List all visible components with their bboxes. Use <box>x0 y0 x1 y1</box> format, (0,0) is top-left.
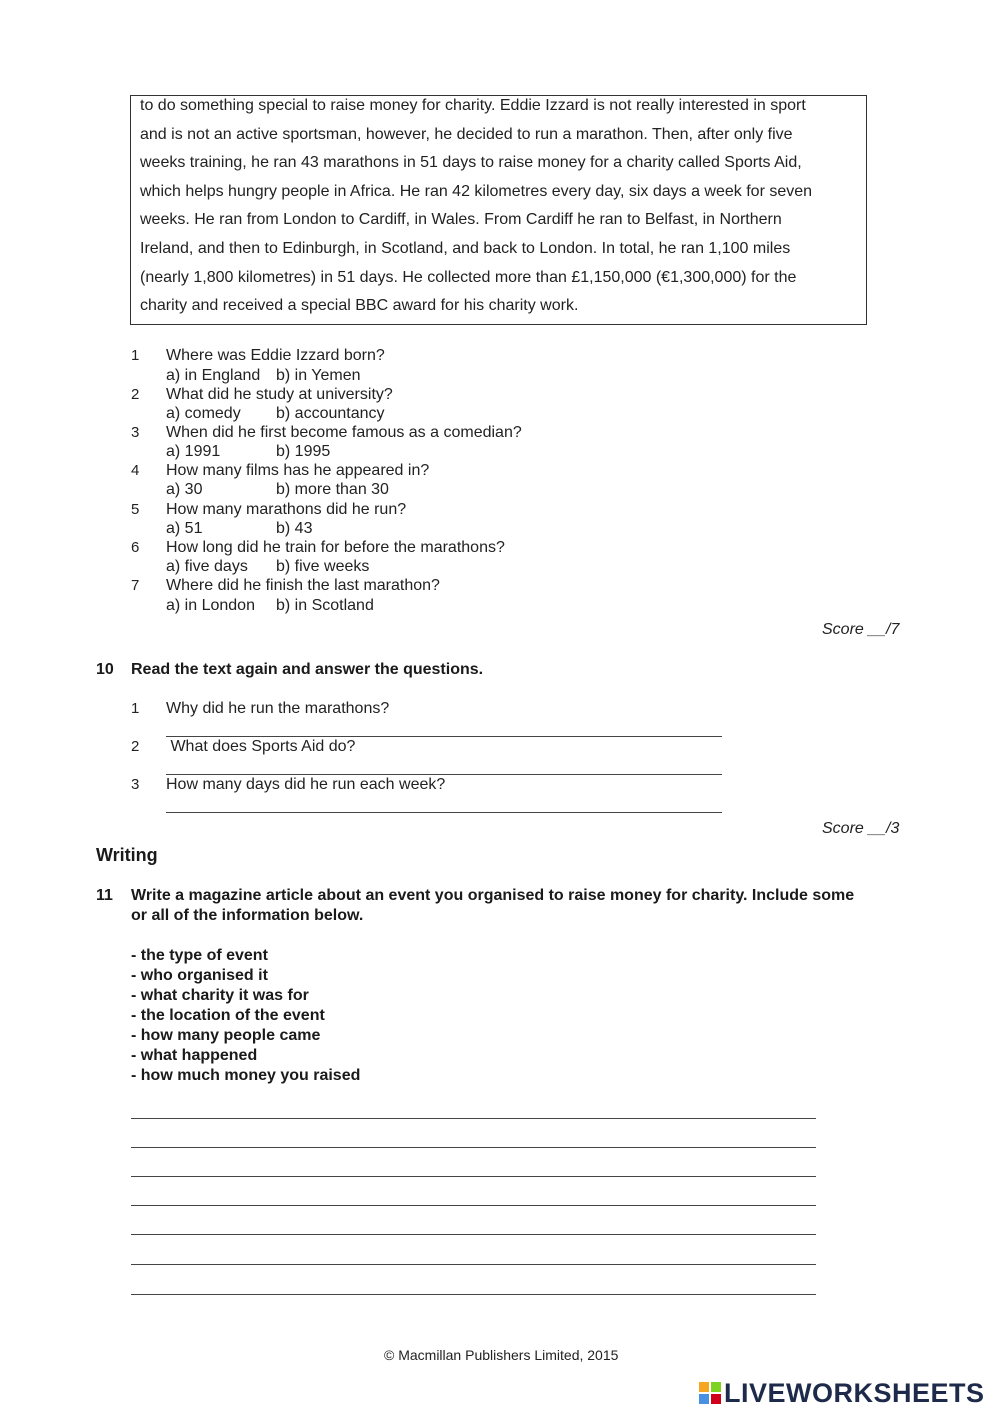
answer-line[interactable] <box>166 812 722 813</box>
question-number: 5 <box>131 501 140 518</box>
bullet-item: - the type of event <box>131 947 268 964</box>
question-text: How many films has he appeared in? <box>166 462 430 479</box>
liveworksheets-logo-icon <box>698 1381 722 1407</box>
liveworksheets-logo-text: LIVEWORKSHEETS <box>724 1378 985 1408</box>
question-number: 3 <box>131 424 140 441</box>
writing-line[interactable] <box>131 1147 816 1148</box>
option-a[interactable]: a) comedy <box>166 405 241 422</box>
liveworksheets-logo[interactable] <box>698 1378 985 1409</box>
question-text: When did he first become famous as a comedian? <box>166 424 522 441</box>
option-b[interactable]: b) five weeks <box>276 558 370 575</box>
question-text: Why did he run the marathons? <box>166 700 390 717</box>
question-number: 1 <box>131 700 140 717</box>
question-number: 4 <box>131 462 140 479</box>
question-number: 3 <box>131 776 140 793</box>
option-b[interactable]: b) in Scotland <box>276 597 374 614</box>
question-text: How many days did he run each week? <box>166 776 446 793</box>
bullet-item: - what happened <box>131 1047 258 1064</box>
passage-line: (nearly 1,800 kilometres) in 51 days. He collected more than £1,150,000 (€1,300,000) for the <box>140 269 797 286</box>
copyright-footer: © Macmillan Publishers Limited, 2015 <box>384 1347 619 1363</box>
answer-line[interactable] <box>166 736 722 737</box>
answer-line[interactable] <box>166 774 722 775</box>
reading-passage-box <box>130 95 867 325</box>
passage-line: weeks. He ran from London to Cardiff, in Wales. From Cardiff he ran to Belfast, in Northern <box>140 211 782 228</box>
writing-instruction-line-2: or all of the information below. <box>131 907 364 924</box>
question-text: What did he study at university? <box>166 386 393 403</box>
score-multiple-choice: Score __/7 <box>822 621 900 638</box>
writing-line[interactable] <box>131 1234 816 1235</box>
bullet-item: - how many people came <box>131 1027 321 1044</box>
section-number: 11 <box>96 887 113 904</box>
bullet-item: - who organised it <box>131 967 268 984</box>
passage-line: to do something special to raise money for charity. Eddie Izzard is not really interested in sport <box>140 97 806 114</box>
passage-line: and is not an active sportsman, however, he decided to run a marathon. Then, after only five <box>140 126 793 143</box>
writing-instruction-line-1: Write a magazine article about an event you organised to raise money for charity. Include some <box>131 887 855 904</box>
question-number: 2 <box>131 386 140 403</box>
option-a[interactable]: a) five days <box>166 558 248 575</box>
score-section-10: Score __/3 <box>822 820 900 837</box>
option-a[interactable]: a) in London <box>166 597 255 614</box>
passage-line: charity and received a special BBC award for his charity work. <box>140 297 579 314</box>
option-b[interactable]: b) 1995 <box>276 443 331 460</box>
question-text: How long did he train for before the marathons? <box>166 539 505 556</box>
option-a[interactable]: a) 1991 <box>166 443 221 460</box>
option-a[interactable]: a) 30 <box>166 481 203 498</box>
option-b[interactable]: b) more than 30 <box>276 481 389 498</box>
question-number: 7 <box>131 577 140 594</box>
option-b[interactable]: b) accountancy <box>276 405 385 422</box>
writing-line[interactable] <box>131 1294 816 1295</box>
option-b[interactable]: b) 43 <box>276 520 313 537</box>
writing-heading: Writing <box>96 845 158 865</box>
passage-line: which helps hungry people in Africa. He ran 42 kilometres every day, six days a week for seven <box>140 183 813 200</box>
question-text: Where did he finish the last marathon? <box>166 577 440 594</box>
writing-line[interactable] <box>131 1176 816 1177</box>
question-text: How many marathons did he run? <box>166 501 407 518</box>
question-number: 6 <box>131 539 140 556</box>
bullet-item: - the location of the event <box>131 1007 325 1024</box>
writing-line[interactable] <box>131 1264 816 1265</box>
question-text: Where was Eddie Izzard born? <box>166 347 385 364</box>
writing-line[interactable] <box>131 1205 816 1206</box>
question-number: 2 <box>131 738 140 755</box>
question-text: What does Sports Aid do? <box>166 738 356 755</box>
writing-line[interactable] <box>131 1118 816 1119</box>
passage-line: weeks training, he ran 43 marathons in 51 days to raise money for a charity called Sports Aid, <box>140 154 802 171</box>
bullet-item: - what charity it was for <box>131 987 309 1004</box>
section-instruction: Read the text again and answer the questions. <box>131 661 484 678</box>
question-number: 1 <box>131 347 140 364</box>
option-a[interactable]: a) 51 <box>166 520 203 537</box>
option-b[interactable]: b) in Yemen <box>276 367 361 384</box>
section-number: 10 <box>96 661 114 678</box>
option-a[interactable]: a) in England <box>166 367 261 384</box>
passage-line: Ireland, and then to Edinburgh, in Scotland, and back to London. In total, he ran 1,100 miles <box>140 240 791 257</box>
bullet-item: - how much money you raised <box>131 1067 361 1084</box>
